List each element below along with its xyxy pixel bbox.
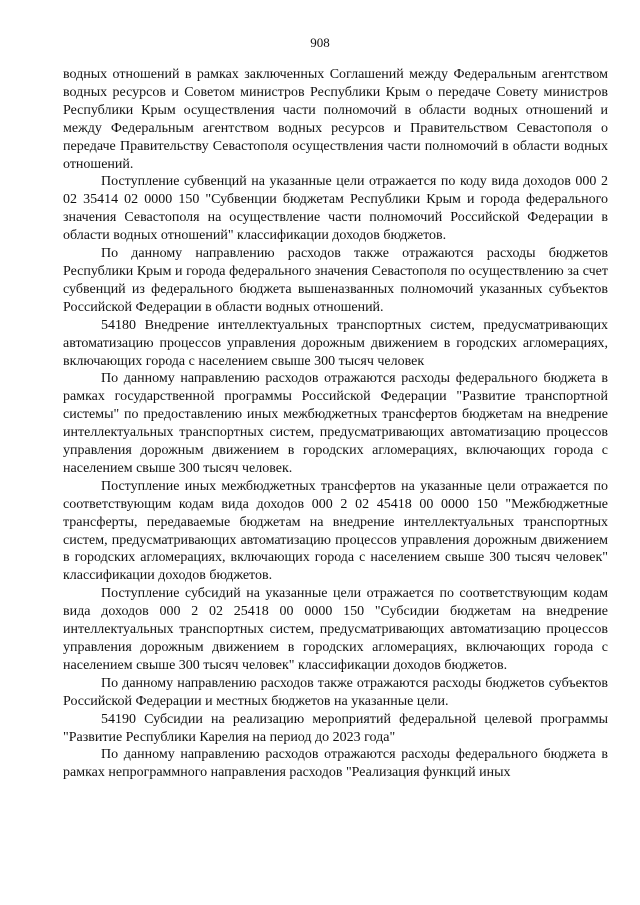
- paragraph: По данному направлению расходов отражаются расходы федерального бюджета в рамках непрограммного направления расходов "Реализация функций иных: [63, 747, 608, 781]
- paragraph: 54190 Субсидии на реализацию мероприятий федеральной целевой программы "Развитие Республики Карелия на период до 2023 года": [63, 711, 608, 745]
- paragraph: По данному направлению расходов отражаются расходы федерального бюджета в рамках государственной программы Российской Федерации "Развитие транспортной системы" по предоставлению иных межбюджетных трансфертов бюджетам на внедрение интеллектуальных транспортных систем, предусматривающих автоматизацию процессов управления дорожным движением в городских агломерациях, включающих города с населением свыше 300 тысяч человек.: [63, 371, 608, 476]
- page-number: 908: [310, 35, 330, 50]
- document-body: [63, 66, 608, 782]
- paragraph: водных отношений в рамках заключенных Соглашений между Федеральным агентством водных ресурсов и Советом министров Республики Крым о передаче Совету министров Республики Крым осуществления части полномочий в области водных отношений и между Федеральным агентством водных ресурсов и Правительством Севастополя о передаче Правительству Севастополя осуществления части полномочий в области водных отношений.: [63, 67, 608, 172]
- paragraph: 54180 Внедрение интеллектуальных транспортных систем, предусматривающих автоматизацию процессов управления дорожным движением в городских агломерациях, включающих города с населением свыше 300 тысяч человек: [63, 317, 608, 369]
- paragraph: Поступление субвенций на указанные цели отражается по коду вида доходов 000 2 02 35414 02 0000 150 "Субвенции бюджетам Республики Крым и города федерального значения Севастополя на осуществление части полномочий Российской Федерации в области водных отношений" классификации доходов бюджетов.: [63, 174, 608, 244]
- paragraph: По данному направлению расходов также отражаются расходы бюджетов Республики Крым и города федерального значения Севастополя по осуществлению за счет субвенций из федерального бюджета вышеназванных полномочий указанных субъектов Российской Федерации в области водных отношений.: [63, 246, 608, 315]
- paragraph: Поступление субсидий на указанные цели отражается по соответствующим кодам вида доходов 000 2 02 25418 00 0000 150 "Субсидии бюджетам на внедрение интеллектуальных транспортных систем, предусматривающих автоматизацию процессов управления дорожным движением в городских агломерациях, включающих города с населением свыше 300 тысяч человек" классификации доходов бюджетов.: [63, 586, 608, 673]
- paragraph: Поступление иных межбюджетных трансфертов на указанные цели отражается по соответствующим кодам вида доходов 000 2 02 45418 00 0000 150 "Межбюджетные трансферты, передаваемые бюджетам на внедрение интеллектуальных транспортных систем, предусматривающих автоматизацию процессов управления дорожным движением в городских агломерациях, включающих города с населением свыше 300 тысяч человек" классификации доходов бюджетов.: [63, 478, 608, 584]
- paragraph: По данному направлению расходов также отражаются расходы бюджетов субъектов Российской Федерации и местных бюджетов на указанные цели.: [63, 675, 608, 709]
